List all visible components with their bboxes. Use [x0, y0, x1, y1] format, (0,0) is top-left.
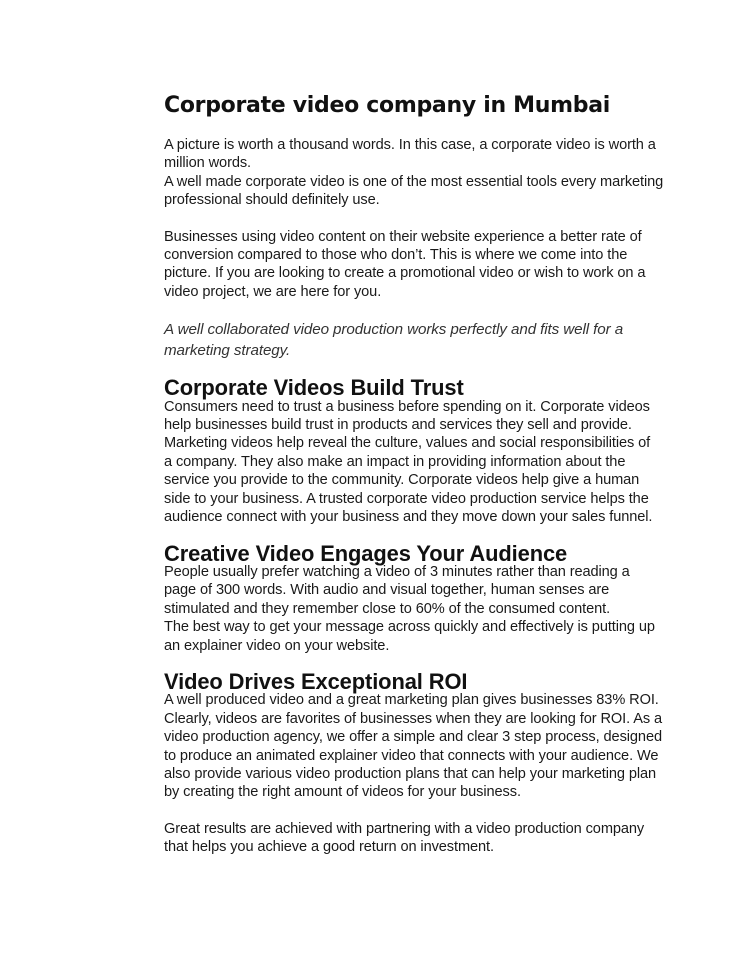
- document-content: [164, 92, 664, 857]
- closing-paragraph: Great results are achieved with partnering with a video production company that helps you achieve a good return on investment.: [164, 820, 645, 856]
- section-heading-roi: Video Drives Exceptional ROI: [164, 668, 468, 694]
- businesses-paragraph: Businesses using video content on their website experience a better rate of conversion compared to those who don’t. This is where we come into the picture. If you are looking to create a promotional video or wish to work on a video project, we are here for you.: [164, 228, 646, 300]
- trust-paragraph-3: a company. They also make an impact in providing information about the service you provide to the community. Corporate videos help give a human side to your business. A trusted corporate video production service helps the audience connect with your business and they move down your sales funnel.: [164, 453, 653, 526]
- engage-paragraph-1: People usually prefer watching a video of 3 minutes rather than reading a page of 300 words. With audio and visual together, human senses are stimulated and they remember close to 60% of the consumed content.: [164, 563, 630, 617]
- engage-paragraph-2: The best way to get your message across quickly and effectively is putting up an explainer video on your website.: [164, 619, 655, 654]
- trust-paragraph-2: Marketing videos help reveal the culture, values and social responsibilities of: [164, 435, 651, 452]
- intro-paragraph-1: A picture is worth a thousand words. In this case, a corporate video is worth a million words.: [164, 137, 656, 172]
- document-title: Corporate video company in Mumbai: [164, 93, 610, 118]
- section-heading-trust: Corporate Videos Build Trust: [164, 375, 464, 401]
- trust-paragraph-1: Consumers need to trust a business before spending on it. Corporate videos help businesses build trust in products and services they sell and provide.: [164, 398, 650, 434]
- roi-paragraph-1: A well produced video and a great marketing plan gives businesses 83% ROI. Clearly, videos are favorites of businesses when they are looking for ROI. As a video production agency, we offer a simple and clear 3 step process, designed to produce an animated explainer video that connects with your audience. We also provide various video production plans that can help your marketing plan by creating the right amount of videos for your business.: [164, 692, 662, 801]
- quote-paragraph: A well collaborated video production works perfectly and fits well for a marketing strategy.: [164, 321, 624, 360]
- spacer: [164, 802, 664, 820]
- spacer: [164, 301, 664, 319]
- spacer: [164, 210, 664, 228]
- section-heading-engage: Creative Video Engages Your Audience: [164, 540, 568, 566]
- intro-paragraph-2: A well made corporate video is one of the most essential tools every marketing professional should definitely use.: [164, 173, 664, 209]
